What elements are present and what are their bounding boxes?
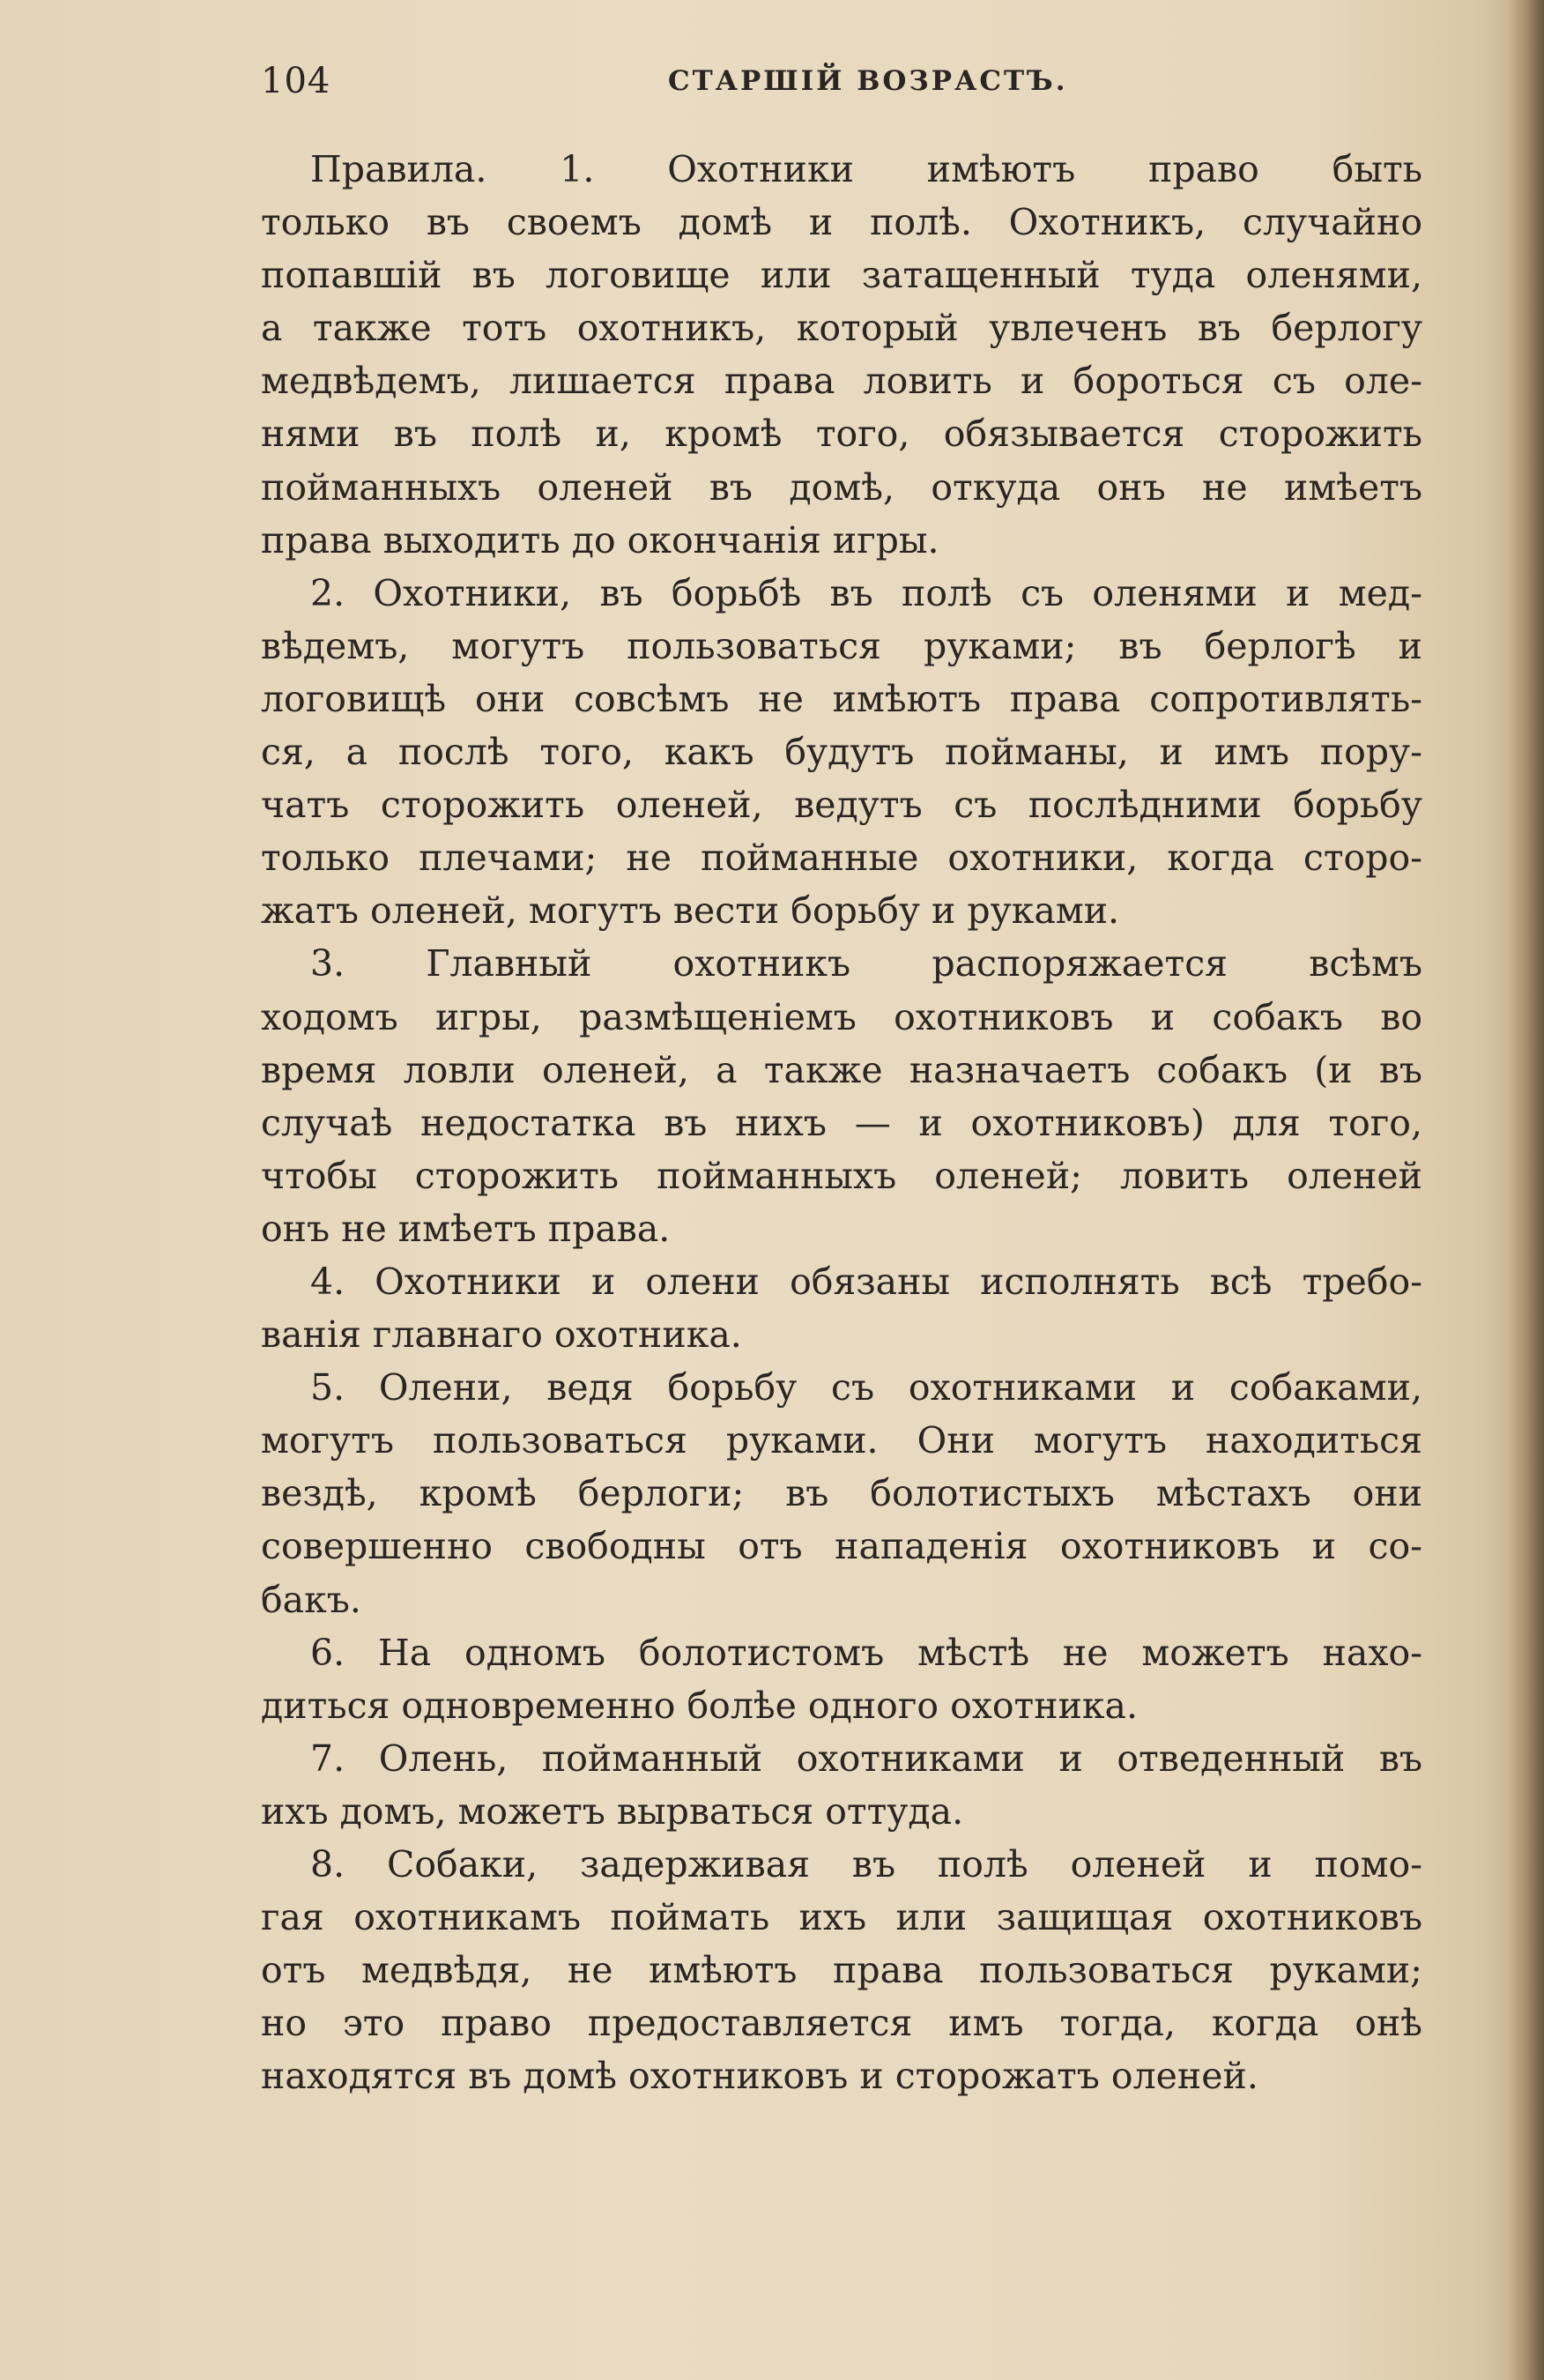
text-line: 8. Собаки, задерживая въ полѣ оленей и помо- <box>310 1843 1422 1885</box>
text-line: вѣдемъ, могутъ пользоваться руками; въ берлогѣ и <box>261 624 1422 667</box>
text-line: ходомъ игры, размѣщеніемъ охотниковъ и собакъ во <box>261 995 1422 1038</box>
text-line: находятся въ домѣ охотниковъ и сторожатъ оленей. <box>261 2055 1258 2098</box>
text-line: диться одновременно болѣе одного охотника. <box>261 1684 1138 1727</box>
running-head <box>261 55 1422 108</box>
text-line: пойманныхъ оленей въ домѣ, откуда онъ не имѣетъ <box>261 465 1422 509</box>
text-line: 5. Олени, ведя борьбу съ охотниками и собаками, <box>310 1366 1422 1409</box>
text-line: время ловли оленей, а также назначаетъ собакъ (и въ <box>261 1048 1422 1091</box>
text-line: могутъ пользоваться руками. Они могутъ находиться <box>261 1419 1422 1462</box>
text-line: отъ медвѣдя, не имѣютъ права пользоваться руками; <box>261 1949 1422 1992</box>
text-line: ванія главнаго охотника. <box>261 1313 742 1357</box>
text-line: 6. На одномъ болотистомъ мѣстѣ не можетъ нахо- <box>310 1631 1422 1674</box>
text-line: 7. Олень, пойманный охотниками и отведенный въ <box>310 1737 1422 1780</box>
text-line: попавшій въ логовище или затащенный туда оленями, <box>261 254 1422 297</box>
text-line: вездѣ, кромѣ берлоги; въ болотистыхъ мѣстахъ они <box>261 1472 1422 1515</box>
text-line: но это право предоставляется имъ тогда, когда онѣ <box>261 2002 1422 2045</box>
text-line: онъ не имѣетъ права. <box>261 1207 671 1250</box>
text-line: бакъ. <box>261 1578 361 1621</box>
page-body-text <box>261 143 1422 2102</box>
page-binding-edge <box>1509 0 1544 2380</box>
text-line: 2. Охотники, въ борьбѣ въ полѣ съ оленями и мед- <box>310 571 1422 614</box>
text-line: только въ своемъ домѣ и полѣ. Охотникъ, случайно <box>261 201 1422 244</box>
page-number: 104 <box>261 61 331 101</box>
text-line: ихъ домъ, можетъ вырваться оттуда. <box>261 1789 964 1833</box>
text-line: медвѣдемъ, лишается права ловить и бороться съ оле- <box>261 360 1422 403</box>
running-title: СТАРШІЙ ВОЗРАСТЪ. <box>668 65 1068 97</box>
text-line: чтобы сторожить пойманныхъ оленей; ловить оленей <box>261 1154 1422 1197</box>
text-line: совершенно свободны отъ нападенія охотниковъ и со- <box>261 1525 1422 1568</box>
text-line: случаѣ недостатка въ нихъ — и охотниковъ) для того, <box>261 1101 1422 1144</box>
text-line: а также тотъ охотникъ, который увлеченъ въ берлогу <box>261 307 1422 350</box>
text-line: только плечами; не пойманные охотники, когда сторо- <box>261 837 1422 880</box>
text-line: гая охотникамъ поймать ихъ или защищая охотниковъ <box>261 1896 1422 1939</box>
text-line: нями въ полѣ и, кромѣ того, обязывается сторожить <box>261 413 1422 456</box>
text-line: логовищѣ они совсѣмъ не имѣютъ права сопротивлять- <box>261 677 1422 720</box>
text-line: 3. Главный охотникъ распоряжается всѣмъ <box>310 942 1422 985</box>
text-line: жатъ оленей, могутъ вести борьбу и руками. <box>261 889 1120 933</box>
text-line: ся, а послѣ того, какъ будутъ пойманы, и имъ пору- <box>261 731 1422 774</box>
text-line: Правила. 1. Охотники имѣютъ право быть <box>310 148 1422 190</box>
text-line: 4. Охотники и олени обязаны исполнять всѣ требо- <box>310 1260 1422 1303</box>
text-line: чатъ сторожить оленей, ведутъ съ послѣдними борьбу <box>261 784 1422 827</box>
text-line: права выходить до окончанія игры. <box>261 518 939 562</box>
